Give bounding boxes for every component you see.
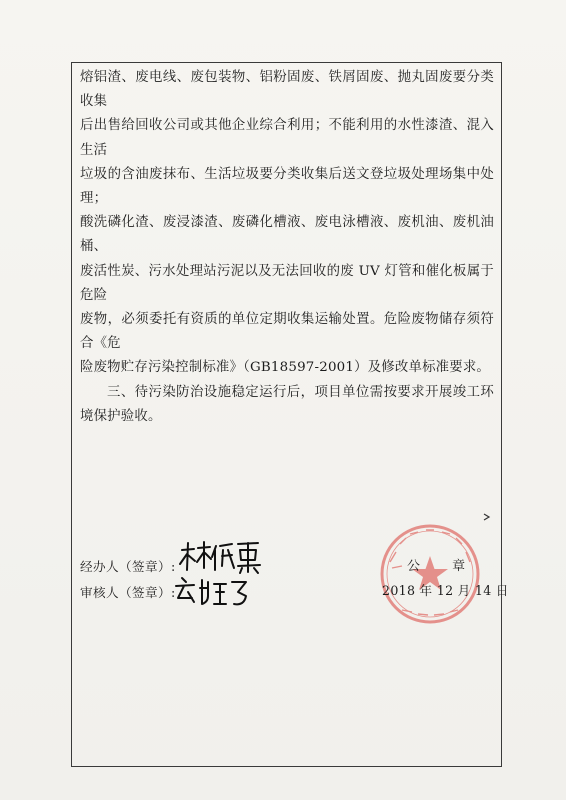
- document-body: [80, 66, 494, 429]
- paragraph-acceptance: 三、待污染防治设施稳定运行后，项目单位需按要求开展竣工环境保护验收。: [80, 384, 494, 424]
- body-line: 后出售给回收公司或其他企业综合利用；不能利用的水性漆渣、混入生活: [80, 118, 494, 158]
- reviewer-row: [80, 582, 176, 601]
- handler-label: 经办人（签章）:: [80, 559, 176, 574]
- handler-row: [80, 556, 176, 575]
- body-line: 酸洗磷化渣、废浸漆渣、废磷化槽液、废电泳槽液、废机油、废机油桶、: [80, 215, 494, 255]
- body-line: 废活性炭、污水处理站污泥以及无法回收的废 UV 灯管和催化板属于危险: [80, 263, 494, 303]
- handler-signature: [176, 540, 266, 574]
- body-line: 垃圾的含油废抹布、生活垃圾要分类收集后送文登垃圾处理场集中处理；: [80, 166, 494, 207]
- seal-label: 公 章: [407, 559, 480, 574]
- issue-date: 2018 年 12 月 14 日: [382, 583, 509, 598]
- reviewer-label: 审核人（签章）:: [80, 585, 176, 600]
- scan-mark: [482, 512, 492, 522]
- official-seal: [372, 522, 492, 632]
- reviewer-signature: [172, 574, 252, 610]
- body-line: 险废物贮存污染控制标准》（GB18597-2001）及修改单标准要求。: [80, 360, 491, 376]
- body-line: 废物，必须委托有资质的单位定期收集运输处置。危险废物储存须符合《危: [80, 312, 494, 352]
- body-line: 熔铝渣、废电线、废包装物、铝粉固废、铁屑固废、抛丸固废要分类收集: [80, 70, 494, 110]
